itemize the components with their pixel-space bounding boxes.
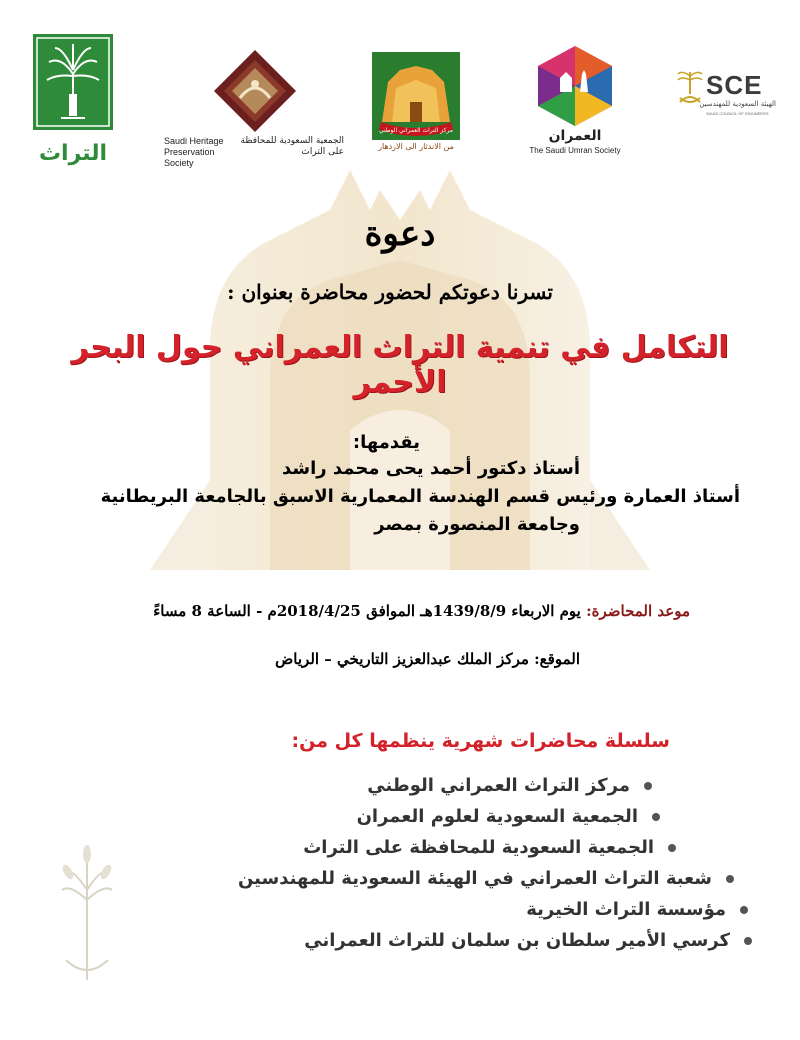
organizer-item (200, 863, 770, 894)
organizer-item (200, 801, 770, 832)
organizer-name: الجمعية السعودية لعلوم العمران (356, 806, 638, 827)
presenter-label: يقدمها: (352, 432, 420, 453)
bullet-icon (726, 875, 734, 883)
invitation-intro: تسرنا دعوتكم لحضور محاضرة بعنوان : (227, 280, 553, 304)
invitation-heading: دعوة (364, 214, 436, 254)
lecture-schedule (110, 602, 690, 620)
organizer-name: مركز التراث العمراني الوطني (367, 775, 630, 796)
council-of-engineers-english-name: SAUDI COUNCIL OF ENGINEERS (706, 111, 769, 116)
heritage-society-english-name: Saudi Heritage Preservation Society (164, 136, 224, 168)
urban-heritage-center-name: مركز التراث العمراني الوطني (378, 127, 454, 134)
organizer-item (200, 770, 770, 801)
organizer-item (200, 925, 770, 956)
schedule-label: موعد المحاضرة: (586, 602, 690, 620)
bullet-icon (740, 906, 748, 914)
presenter-role-continued: وجامعة المنصورة بمصر (374, 514, 580, 535)
urban-heritage-center-motto: من الاندثار الى الازدهار (378, 142, 454, 151)
bullet-icon (652, 813, 660, 821)
series-heading: سلسلة محاضرات شهرية ينظمها كل من: (291, 730, 670, 752)
lecture-location (260, 650, 580, 668)
location-label: الموقع: (534, 650, 580, 668)
umran-society-english-name: The Saudi Umran Society (529, 146, 621, 155)
presenter-name: أستاذ دكتور أحمد يحى محمد راشد (281, 458, 580, 479)
schedule-value: يوم الاربعاء 1439/8/9هـ الموافق 2018/4/25م - الساعة 8 مساءً (153, 602, 587, 620)
bullet-icon (744, 937, 752, 945)
organizer-list (200, 770, 770, 956)
organizer-name: الجمعية السعودية للمحافظة على التراث (303, 837, 654, 858)
bullet-icon (644, 782, 652, 790)
umran-society-arabic-name: العمران (548, 128, 602, 144)
organizer-name: كرسي الأمير سلطان بن سلمان للتراث العمراني (304, 930, 730, 951)
organizer-name: شعبة التراث العمراني في الهيئة السعودية للمهندسين (237, 868, 712, 889)
bullet-icon (668, 844, 676, 852)
council-of-engineers-arabic-name: الهيئة السعودية للمهندسين (699, 100, 776, 108)
organizer-name: مؤسسة التراث الخيرية (526, 899, 726, 920)
lecture-title: التكامل في تنمية التراث العمراني حول البحر الأحمر (71, 330, 729, 400)
location-value: مركز الملك عبدالعزيز التاريخي – الرياض (275, 650, 535, 668)
organizer-item (200, 832, 770, 863)
heritage-society-arabic-name: الجمعية السعودية للمحافظة على التراث (240, 136, 344, 157)
presenter-role: أستاذ العمارة ورئيس قسم الهندسة المعمارية الاسبق بالجامعة البريطانية (100, 486, 740, 507)
organizer-item (200, 894, 770, 925)
council-of-engineers-acronym: SCE (706, 70, 763, 100)
turath-logo-text: التراث (38, 141, 108, 166)
